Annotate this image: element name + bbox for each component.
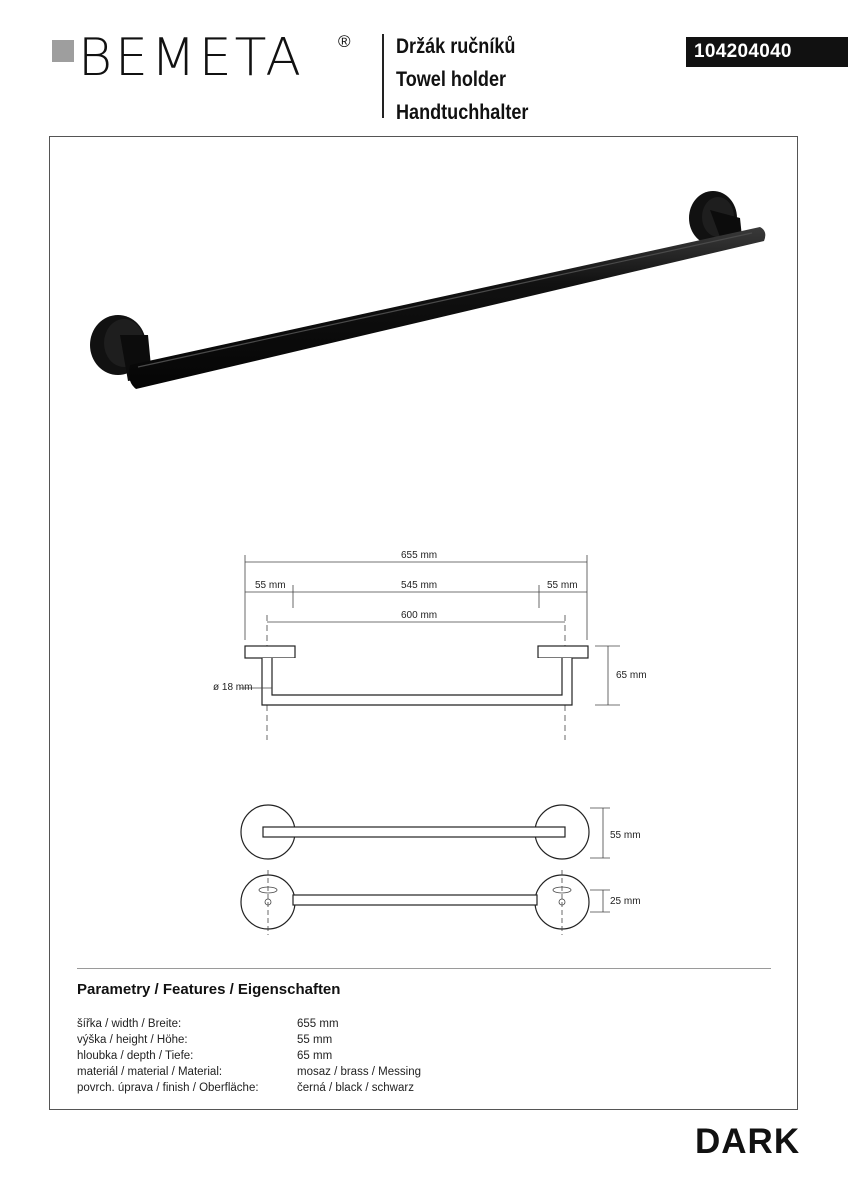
dim-bar-span: 545 mm [401,580,438,591]
dim-overall-width: 655 mm [401,550,438,561]
dim-tube-diameter: ø 18 mm [213,682,253,693]
spec-row-material [77,1064,497,1080]
dim-rosette-height: 55 mm [610,830,641,841]
product-code-badge: 104204040 [686,37,848,67]
series-label: DARK [695,1122,801,1161]
spec-row-height [77,1032,497,1048]
spec-row-finish [77,1080,497,1096]
registered-trademark-mark: ® [338,32,351,51]
spec-label: hloubka / depth / Tiefe: [77,1050,194,1062]
technical-drawing [200,540,670,940]
dim-right-flange: 55 mm [547,580,578,591]
dim-depth: 65 mm [616,670,647,681]
product-title-de: Handtuchhalter [396,101,529,124]
dim-bar-height: 25 mm [610,896,641,907]
spec-value: mosaz / brass / Messing [297,1066,421,1078]
logo-wordmark: BEMETA [78,28,304,88]
product-title-en: Towel holder [396,68,507,91]
dim-left-flange: 55 mm [255,580,286,591]
side-left-flange [245,646,295,658]
product-photo [80,185,770,395]
spec-label: výška / height / Höhe: [77,1034,188,1046]
spec-row-width [77,1016,497,1032]
spec-row-depth [77,1048,497,1064]
front-bar [263,827,565,837]
brand-logo [50,28,360,88]
bottom-bar [293,895,537,905]
spec-label: materiál / material / Material: [77,1066,223,1078]
title-divider [382,34,384,118]
spec-label: povrch. úprava / finish / Oberfläche: [77,1082,259,1094]
spec-value: černá / black / schwarz [297,1082,414,1094]
product-titles [396,30,550,129]
spec-table [77,1016,497,1096]
product-title-cs: Držák ručníků [396,35,516,58]
towel-bar-highlight [138,233,752,367]
spec-label: šířka / width / Breite: [77,1018,182,1030]
spec-value: 655 mm [297,1018,339,1030]
logo-square-mark [52,40,74,62]
features-divider [77,968,771,969]
side-bar-outline [262,658,572,705]
spec-value: 65 mm [297,1050,333,1062]
dim-mount-spacing: 600 mm [401,610,438,621]
features-heading: Parametry / Features / Eigenschaften [77,981,341,998]
spec-value: 55 mm [297,1034,333,1046]
side-right-flange [538,646,588,658]
